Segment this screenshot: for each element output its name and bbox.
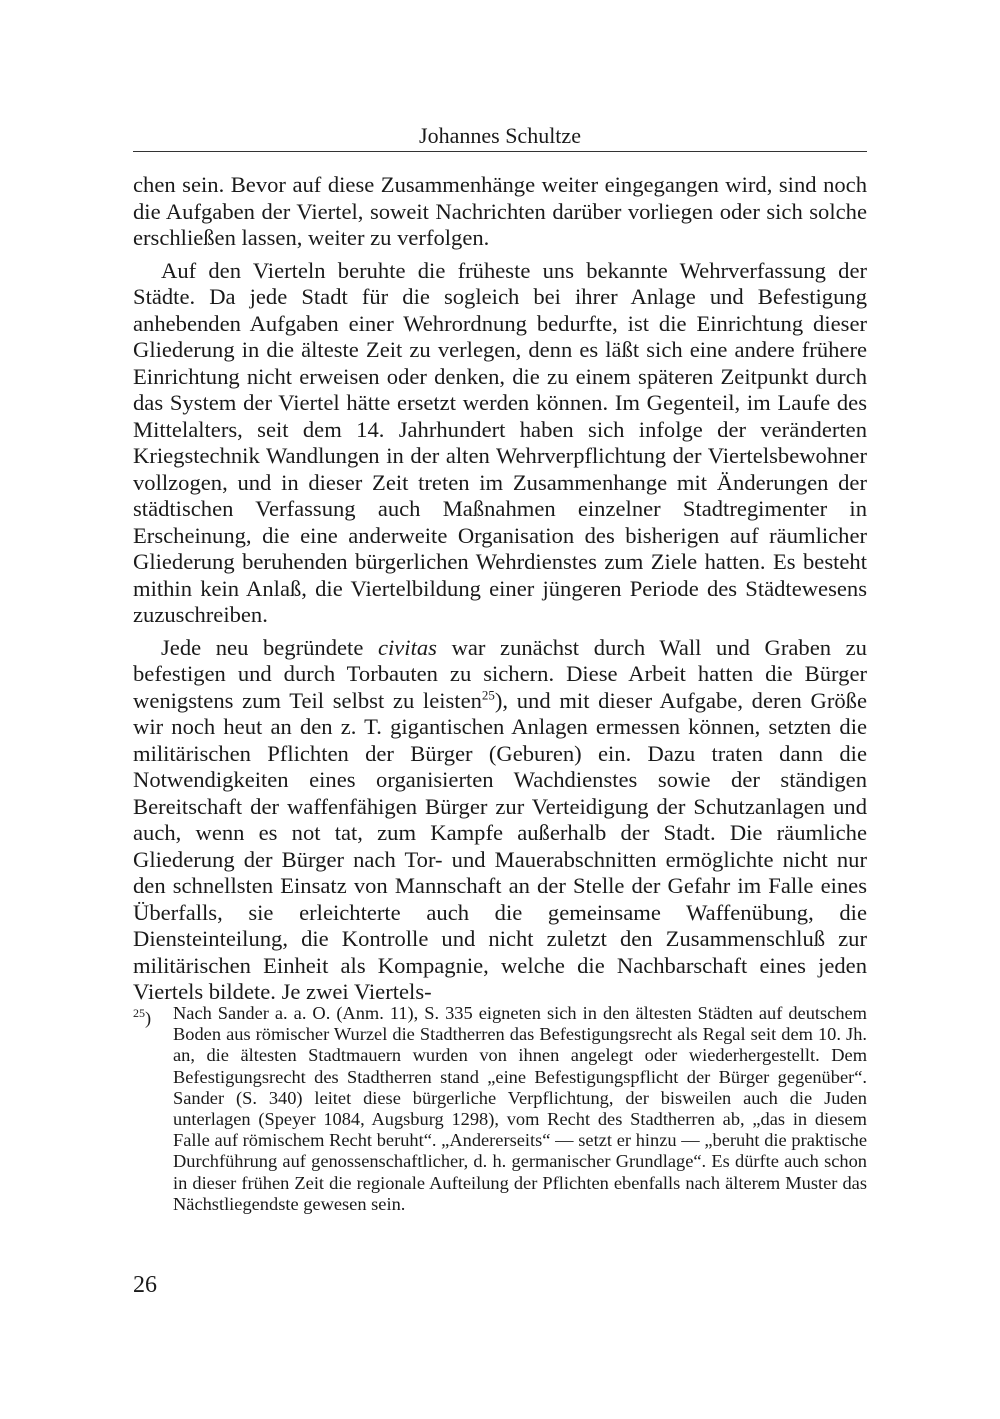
- paragraph-3: [133, 635, 867, 1006]
- paragraph-3-end: ), und mit dieser Aufgabe, deren Größe wir noch heut an den z. T. gigantischen Anlagen ermessen können, setzten die militärischen Pflichten der Bürger (Geburen) ein. Dazu traten dann die Notwendigkeiten eines organisierten Wachdienstes sowie der ständigen Bereitschaft der waffenfähigen Bürger zur Verteidigung der Schutzanlagen und auch, wenn es not tat, zum Kampfe außerhalb der Stadt. Die räumliche Gliederung der Bürger nach Tor- und Mauerabschnitten ermöglichte nicht nur den schnellsten Einsatz von Mannschaft an der Stelle der Gefahr im Falle eines Überfalls, sie erleichterte auch die gemeinsame Waffenübung, die Diensteinteilung, die Kontrolle und nicht zuletzt den Zusammenschluß zur militärischen Einheit als Kompagnie, welche die Nachbarschaft eines jeden Viertels bildete. Je zwei Viertels-: [133, 687, 867, 1004]
- footnote-number: 25: [133, 1006, 145, 1020]
- paragraph-2: Auf den Vierteln beruhte die früheste uns bekannte Wehrverfassung der Städte. Da jede Stadt für die sogleich bei ihrer Anlage und Befestigung anhebenden Aufgaben einer Wehrordnung bedurfte, ist die Einrichtung dieser Gliederung in die älteste Zeit zu verlegen, denn es läßt sich eine andere frühere Einrichtung nicht erweisen oder denken, die zu einem späteren Zeitpunkt durch das System der Viertel hätte ersetzt werden können. Im Gegenteil, im Laufe des Mittelalters, seit dem 14. Jahrhundert haben sich infolge der veränderten Kriegstechnik Wandlungen in der alten Wehrverpflichtung der Viertelsbewohner vollzogen, und in dieser Zeit treten im Zusammenhange mit Änderungen der städtischen Verfassung auch Maßnahmen einzelner Stadtregimenter in Erscheinung, die eine anderweite Organisation des bisherigen auf räumlicher Gliederung beruhenden bürgerlichen Wehrdienstes zum Ziele hatten. Es besteht mithin kein Anlaß, die Viertelbildung einer jüngeren Periode des Städtewesens zuzuschreiben.: [133, 257, 867, 627]
- footnote-reference: 25: [481, 686, 495, 702]
- page-number: 26: [133, 1272, 157, 1298]
- footnote-text: Nach Sander a. a. O. (Anm. 11), S. 335 eigneten sich in den ältesten Städten auf deutschem Boden aus römischer Wurzel die Stadtherren das Befestigungsrecht als Regal seit dem 10. Jh. an, die ältesten Stadtmauern wurden von ihnen angelegt oder wiederhergestellt. Dem Befestigungsrecht des Stadtherren stand „eine Befestigungspflicht der Bürger gegenüber“. Sander (S. 340) leitet diese bürgerliche Verpflichtung, der bisweilen auch die Juden unterlagen (Speyer 1084, Augsburg 1298), vom Recht des Stadtherren ab, „das in diesem Falle auf römischem Recht beruht“. „Andererseits“ — setzt er hinzu — „beruht die praktische Durchführung auf genossenschaftlicher, d. h. germanischer Grundlage“. Es dürfte auch schon in dieser frühen Zeit die regionale Aufteilung der Pflichten ebenfalls nach älterem Muster das Nächstliegendste gewesen sein.: [173, 1003, 867, 1214]
- header-rule: [133, 151, 867, 152]
- footnote-25: [133, 1003, 867, 1215]
- running-header: Johannes Schultze: [419, 123, 581, 148]
- footnote-marker: [133, 1003, 173, 1215]
- paragraph-3-middle: war zunächst durch Wall und Graben zu befestigen und durch Torbauten zu sichern. Diese Arbeit hatten die Bürger wenigstens zum Teil selbst zu leisten: [133, 634, 867, 713]
- footnote-marker-suffix: ): [145, 1008, 152, 1029]
- main-text: [133, 172, 867, 1012]
- footnotes: [133, 1003, 867, 1215]
- paragraph-1: chen sein. Bevor auf diese Zusammenhänge weiter eingegangen wird, sind noch die Aufgaben der Viertel, soweit Nachrichten darüber vorliegen oder sich solche erschließen lassen, weiter zu verfolgen.: [133, 172, 867, 250]
- paragraph-3-start: Jede neu begründete: [161, 634, 364, 660]
- italic-term: civitas: [377, 634, 437, 660]
